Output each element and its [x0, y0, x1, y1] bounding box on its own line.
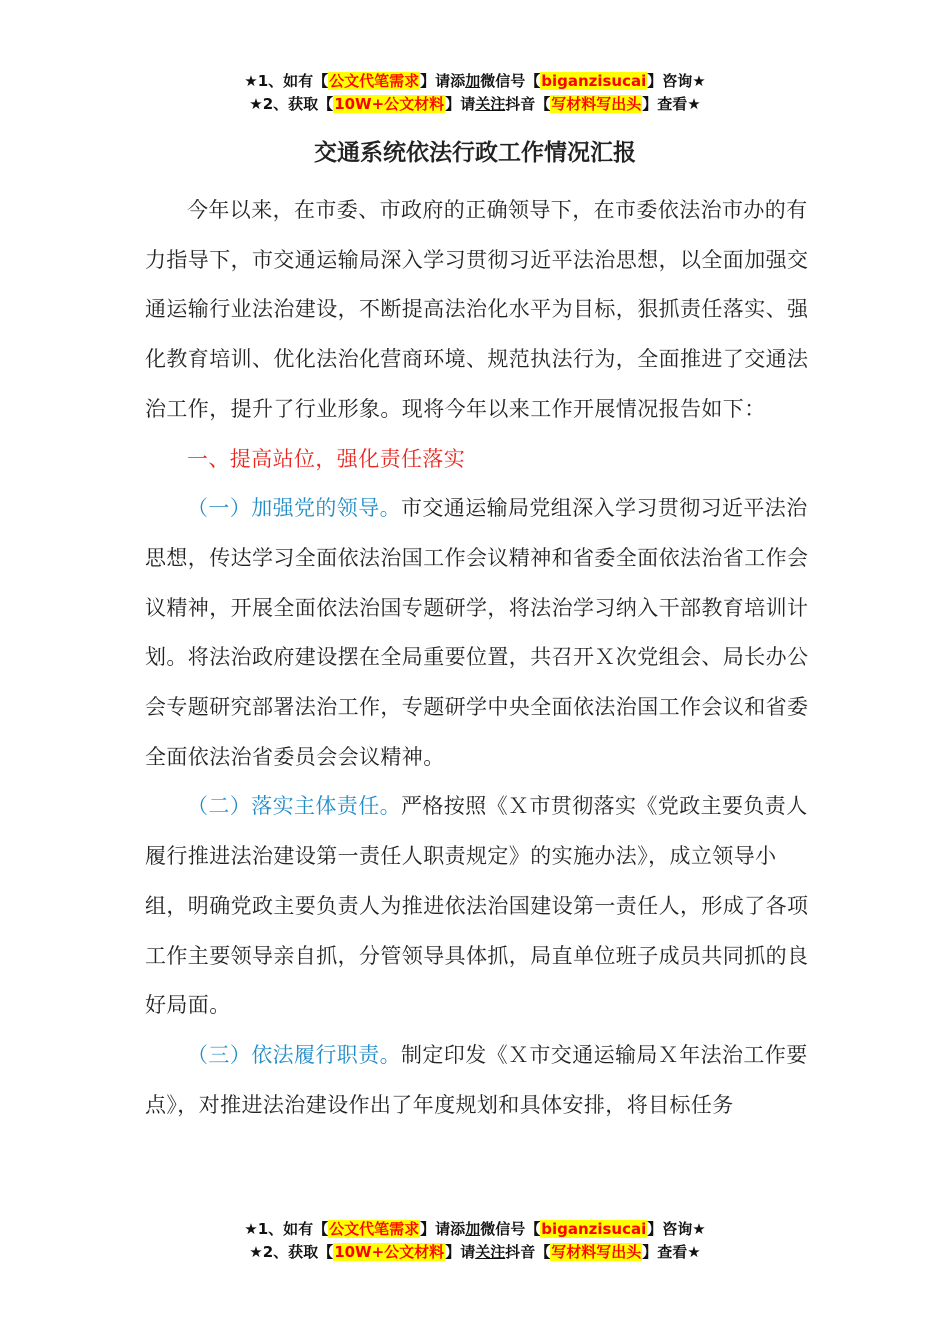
banner-text: ★2、获取【 [249, 95, 334, 113]
banner-highlight: 公文代笔需求 [329, 1220, 420, 1238]
banner-line-2 [0, 93, 950, 116]
item-heading: （三）依法履行职责。 [187, 1042, 401, 1067]
banner-text: ★2、获取【 [249, 1243, 334, 1261]
banner-underlined-text: 加 [465, 72, 481, 90]
item-paragraph [145, 782, 810, 1031]
banner-underlined-text: 关注 [475, 95, 506, 113]
banner-highlight-wechat-id: biganzisucai [541, 1220, 647, 1238]
banner-text: ★1、如有【 [244, 72, 329, 90]
banner-line-1 [0, 1218, 950, 1241]
intro-paragraph: 今年以来，在市委、市政府的正确领导下，在市委依法治市办的有力指导下，市交通运输局深入学习贯彻习近平法治思想，以全面加强交通运输行业法治建设，不断提高法治化水平为目标，狠抓责任落实、强化教育培训、优化法治化营商环境、规范执法行为，全面推进了交通法治工作，提升了行业形象。现将今年以来工作开展情况报告如下： [145, 198, 809, 421]
item-heading: （一）加强党的领导。 [187, 496, 401, 521]
item-text: 严格按照《Ｘ市贯彻落实《党政主要负责人履行推进法治建设第一责任人职责规定》的实施办法》，成立领导小组，明确党政主要负责人为推进依法治国建设第一责任人，形成了各项工作主要领导亲自抓，分管领导具体抓，局直单位班子成员共同抓的良好局面。 [145, 794, 809, 1018]
banner-highlight-douyin: 写材料写出头 [551, 1243, 642, 1261]
banner-highlight: 10W+公文材料 [334, 95, 445, 113]
banner-text: ★1、如有【 [244, 1220, 329, 1238]
document-body [145, 186, 810, 1130]
item-paragraph [145, 484, 810, 782]
banner-highlight: 10W+公文材料 [334, 1243, 445, 1261]
banner-text: 】咨询★ [647, 72, 706, 90]
banner-highlight-douyin: 写材料写出头 [551, 95, 642, 113]
banner-text: 】咨询★ [647, 1220, 706, 1238]
banner-text: 】请 [445, 95, 476, 113]
banner-text: 】查看★ [642, 95, 701, 113]
banner-text: 抖音【 [505, 95, 551, 113]
banner-highlight: 公文代笔需求 [329, 72, 420, 90]
item-text: 制定印发《Ｘ市交通运输局Ｘ年法治工作要点》，对推进法治建设作出了年度规划和具体安排，将目标任务 [145, 1042, 808, 1117]
item-text: 市交通运输局党组深入学习贯彻习近平法治思想，传达学习全面依法治国工作会议精神和省委全面依法治省工作会议精神，开展全面依法治国专题研学，将法治学习纳入干部教育培训计划。将法治政府建设摆在全局重要位置，共召开Ｘ次党组会、局长办公会专题研究部署法治工作，专题研学中央全面依法治国工作会议和省委全面依法治省委员会会议精神。 [145, 496, 809, 769]
banner-text: 】请添 [420, 72, 466, 90]
banner-underlined-text: 关注 [475, 1243, 506, 1261]
banner-text: 微信号【 [480, 72, 541, 90]
banner-line-2 [0, 1241, 950, 1264]
banner-text: 】请添 [420, 1220, 466, 1238]
footer-banner [0, 1218, 950, 1264]
banner-text: 】查看★ [642, 1243, 701, 1261]
header-banner [0, 70, 950, 116]
section-heading: 一、提高站位，强化责任落实 [187, 446, 466, 471]
item-heading: （二）落实主体责任。 [187, 794, 401, 819]
item-paragraph [145, 1031, 810, 1130]
document-title: 交通系统依法行政工作情况汇报 [314, 140, 636, 166]
banner-highlight-wechat-id: biganzisucai [541, 72, 647, 90]
banner-text: 抖音【 [505, 1243, 551, 1261]
banner-line-1 [0, 70, 950, 93]
banner-text: 】请 [445, 1243, 476, 1261]
banner-underlined-text: 加 [465, 1220, 481, 1238]
banner-text: 微信号【 [480, 1220, 541, 1238]
